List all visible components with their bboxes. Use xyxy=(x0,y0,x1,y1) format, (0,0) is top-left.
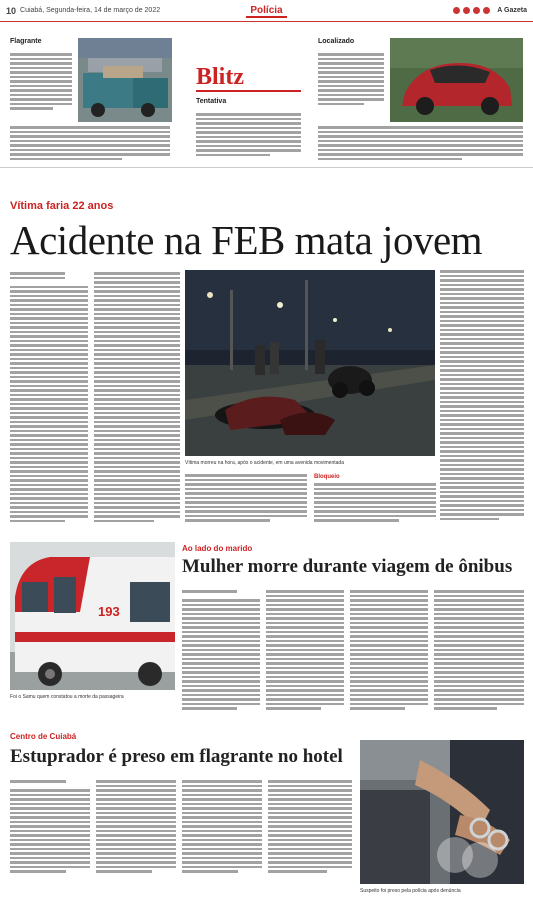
main-story-col2 xyxy=(94,272,180,522)
text-block xyxy=(440,270,524,520)
photo-image xyxy=(78,38,172,122)
text-block xyxy=(434,590,524,710)
main-story-bottom-col1 xyxy=(185,474,307,522)
bus-story-headline: Mulher morre durante viagem de ônibus xyxy=(182,556,513,577)
text-block xyxy=(10,126,170,160)
bus-story-photo-ambulance xyxy=(10,542,175,690)
photo-image xyxy=(390,38,523,122)
blitz-left-text xyxy=(10,126,170,160)
bus-story-kicker: Ao lado do marido xyxy=(182,544,253,553)
photo-image xyxy=(360,740,524,884)
bus-story-col3 xyxy=(350,590,428,710)
main-story-photo-crash xyxy=(185,270,435,456)
text-block xyxy=(182,780,262,873)
text-block xyxy=(96,780,176,873)
page-number: 10 xyxy=(6,5,17,16)
blitz-left-column xyxy=(10,38,72,110)
blitz-photo-red-car xyxy=(390,38,523,122)
blitz-middle-kicker: Tentativa xyxy=(196,98,227,105)
text-block xyxy=(318,126,523,160)
blitz-middle-column xyxy=(196,98,301,156)
hotel-story-photo-handcuffs xyxy=(360,740,524,884)
text-block xyxy=(318,53,384,105)
hotel-story-headline: Estuprador é preso em flagrante no hotel xyxy=(10,746,343,767)
main-story-photo-caption: Vítima morreu na hora, após o acidente, em uma avenida movimentada xyxy=(185,460,344,466)
blitz-right-text xyxy=(318,126,523,160)
hotel-story-photo-caption: Suspeito foi preso pela polícia após denúncia xyxy=(360,888,461,894)
section-title-wrap xyxy=(0,5,533,16)
blitz-left-kicker: Flagrante xyxy=(10,38,42,45)
bus-story-col1 xyxy=(182,590,260,710)
ambulance-number: 193 xyxy=(98,604,120,619)
text-block xyxy=(266,590,344,710)
main-story-bottom-col2 xyxy=(314,474,436,522)
bus-story-col2 xyxy=(266,590,344,710)
blitz-right-kicker: Localizado xyxy=(318,38,355,45)
bus-story-photo-caption: Foi o Samu quem constatou a morte da passageira xyxy=(10,694,124,700)
main-story-col3 xyxy=(440,270,524,520)
blitz-right-column xyxy=(318,38,384,105)
blitz-section xyxy=(0,28,533,168)
hotel-story-col1 xyxy=(10,780,90,873)
text-block xyxy=(268,780,352,873)
main-story-headline: Acidente na FEB mata jovem xyxy=(10,217,483,263)
text-block xyxy=(314,483,436,522)
section-title: Polícia xyxy=(246,5,286,18)
text-block xyxy=(182,590,260,710)
main-story-col1 xyxy=(10,272,88,522)
blitz-photo-seized-goods xyxy=(78,38,172,122)
hotel-story-col4 xyxy=(268,780,352,873)
main-story-subhead: Bloqueio xyxy=(314,474,340,480)
text-block xyxy=(10,53,72,110)
text-block xyxy=(196,113,301,156)
photo-image xyxy=(185,270,435,456)
hotel-story-col3 xyxy=(182,780,262,873)
blitz-title: Blitz xyxy=(196,64,244,90)
text-block xyxy=(350,590,428,710)
page-header xyxy=(0,0,533,22)
photo-image xyxy=(10,542,175,690)
text-block xyxy=(94,272,180,522)
blitz-rule xyxy=(196,90,301,92)
main-story-kicker: Vítima faria 22 anos xyxy=(10,200,114,212)
text-block xyxy=(10,780,90,873)
text-block xyxy=(185,474,307,522)
bus-story-col4 xyxy=(434,590,524,710)
text-block xyxy=(10,272,88,522)
edition-date: Cuiabá, Segunda-feira, 14 de março de 2022 xyxy=(20,7,161,14)
hotel-story-kicker: Centro de Cuiabá xyxy=(10,732,77,741)
brand-logo: A Gazeta xyxy=(497,7,527,14)
hotel-story-col2 xyxy=(96,780,176,873)
